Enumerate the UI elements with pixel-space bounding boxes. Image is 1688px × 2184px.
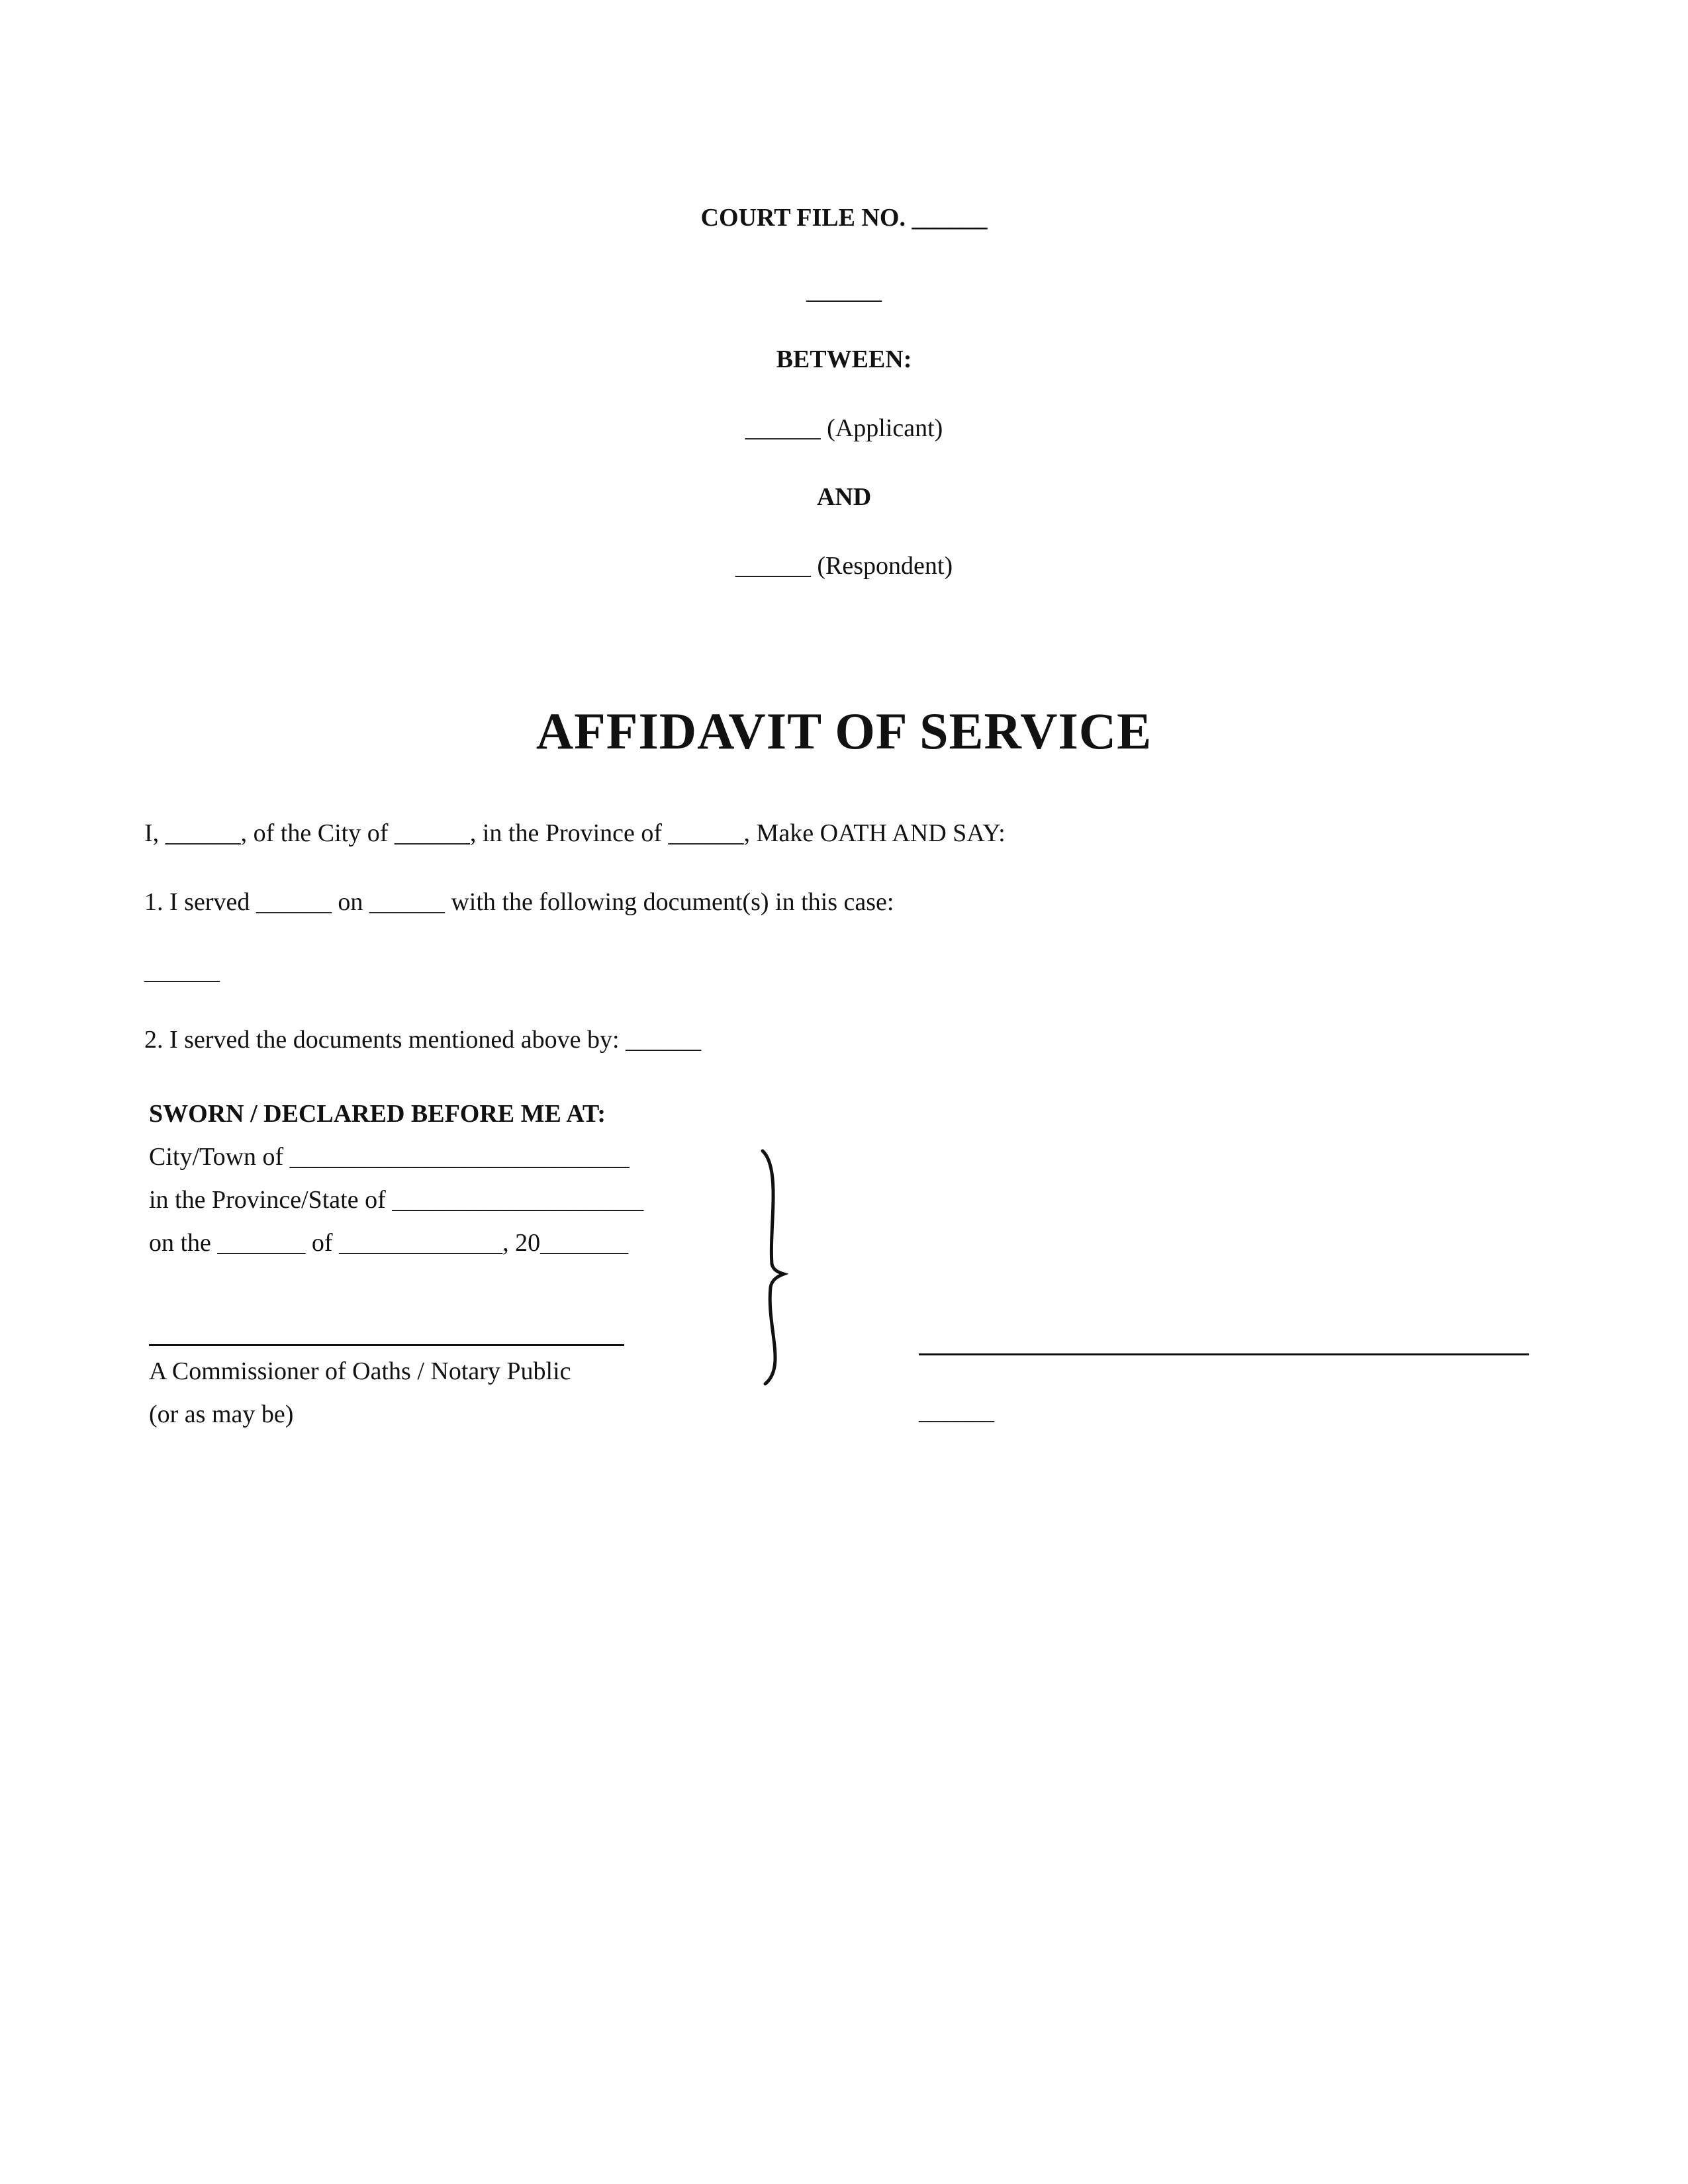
deponent-signature-line xyxy=(919,1353,1529,1355)
deponent-name-blank: ______ xyxy=(919,1397,994,1425)
jurat-date-line: on the _______ of _____________, 20_______ xyxy=(149,1229,629,1257)
and-label: AND xyxy=(816,483,872,511)
jurat-city-line: City/Town of ___________________________ xyxy=(149,1143,630,1171)
service-item-1: 1. I served ______ on ______ with the following document(s) in this case: xyxy=(144,888,894,916)
between-label: BETWEEN: xyxy=(776,345,912,373)
service-item-2: 2. I served the documents mentioned above by: ______ xyxy=(144,1026,702,1054)
commissioner-signature-line xyxy=(149,1344,624,1346)
documents-blank: ______ xyxy=(144,957,220,985)
respondent-line: ______ (Respondent) xyxy=(735,552,953,580)
or-as-may-be-label: (or as may be) xyxy=(149,1400,294,1428)
jurat-province-line: in the Province/State of ____________________ xyxy=(149,1186,644,1214)
document-title: AFFIDAVIT OF SERVICE xyxy=(536,702,1152,760)
court-file-number: COURT FILE NO. ______ xyxy=(700,204,988,232)
oath-statement: I, ______, of the City of ______, in the Province of ______, Make OATH AND SAY: xyxy=(144,819,1006,847)
brace-icon xyxy=(755,1148,794,1387)
applicant-line: ______ (Applicant) xyxy=(745,414,943,442)
commissioner-label: A Commissioner of Oaths / Notary Public xyxy=(149,1357,571,1385)
court-name-blank: ______ xyxy=(806,277,882,304)
jurat-heading: SWORN / DECLARED BEFORE ME AT: xyxy=(149,1100,606,1128)
